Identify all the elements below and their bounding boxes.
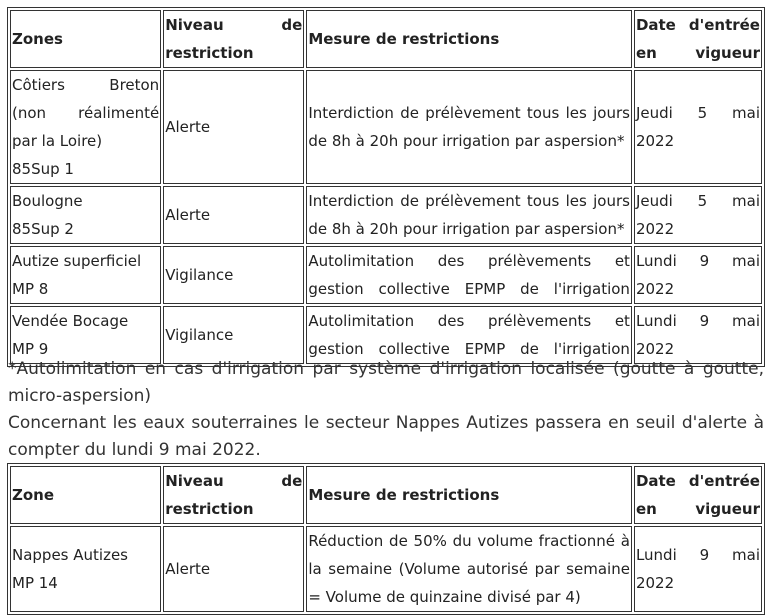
- table-row: [10, 526, 762, 612]
- groundwater-text: Concernant les eaux souterraines le secteur Nappes Autizes passera en seuil d'alerte à compter du lundi 9 mai 2022.: [8, 413, 764, 460]
- header-date: Date d'entrée en vigueur: [634, 466, 762, 524]
- mesure-cell: Interdiction de prélèvement tous les jours de 8h à 20h pour irrigation par aspersion*: [306, 70, 632, 184]
- date-cell: Lundi 9 mai 2022: [634, 246, 762, 304]
- mesure-cell: Interdiction de prélèvement tous les jours de 8h à 20h pour irrigation par aspersion*: [306, 186, 632, 244]
- header-niveau: Niveau de restriction: [163, 10, 304, 68]
- niveau-cell: Alerte: [163, 70, 304, 184]
- zone-cell: [10, 70, 161, 184]
- date-cell: Lundi 9 mai 2022: [634, 526, 762, 612]
- restrictions-table-groundwater: [7, 463, 765, 615]
- niveau-cell: Vigilance: [163, 306, 304, 364]
- restrictions-table-surface: [7, 7, 765, 367]
- footnote-text: *Autolimitation en cas d'irrigation par système d'irrigation localisée (goutte à goutte, micro-aspersion): [8, 359, 764, 406]
- niveau-cell: Vigilance: [163, 246, 304, 304]
- header-date: Date d'entrée en vigueur: [634, 10, 762, 68]
- mesure-cell: Autolimitation des prélèvements et gestion collective EPMP de l'irrigation: [306, 246, 632, 304]
- zone-line: Autize superficiel: [12, 252, 142, 270]
- zone-line: (non réalimenté: [12, 104, 160, 122]
- zone-line: par la Loire): [12, 132, 103, 150]
- zone-line: MP 8: [12, 280, 49, 298]
- header-mesure: Mesure de restrictions: [306, 10, 632, 68]
- header-mesure: Mesure de restrictions: [306, 466, 632, 524]
- date-cell: Jeudi 5 mai 2022: [634, 186, 762, 244]
- mesure-cell: Réduction de 50% du volume fractionné à la semaine (Volume autorisé par semaine = Volume de quinzaine divisé par 4): [306, 526, 632, 612]
- zone-line: Vendée Bocage: [12, 312, 129, 330]
- zone-line: Côtiers Breton: [12, 76, 160, 94]
- zone-line: MP 9: [12, 340, 49, 358]
- zone-cell: [10, 246, 161, 304]
- header-niveau: Niveau de restriction: [163, 466, 304, 524]
- niveau-cell: Alerte: [163, 526, 304, 612]
- zone-line: Boulogne: [12, 192, 83, 210]
- niveau-cell: Alerte: [163, 186, 304, 244]
- mesure-cell: Autolimitation des prélèvements et gestion collective EPMP de l'irrigation: [306, 306, 632, 364]
- table-header-row: [10, 10, 762, 68]
- date-cell: Lundi 9 mai 2022: [634, 306, 762, 364]
- zone-line: 85Sup 2: [12, 220, 74, 238]
- table-row: [10, 70, 762, 184]
- table-row: [10, 186, 762, 244]
- table-row: [10, 246, 762, 304]
- table-header-row: [10, 466, 762, 524]
- zone-cell: [10, 526, 161, 612]
- header-zones: Zones: [10, 10, 161, 68]
- zone-line: 85Sup 1: [12, 160, 74, 178]
- header-zone: Zone: [10, 466, 161, 524]
- zone-line: MP 14: [12, 574, 58, 592]
- zone-line: Nappes Autizes: [12, 546, 129, 564]
- date-cell: Jeudi 5 mai 2022: [634, 70, 762, 184]
- zone-cell: [10, 186, 161, 244]
